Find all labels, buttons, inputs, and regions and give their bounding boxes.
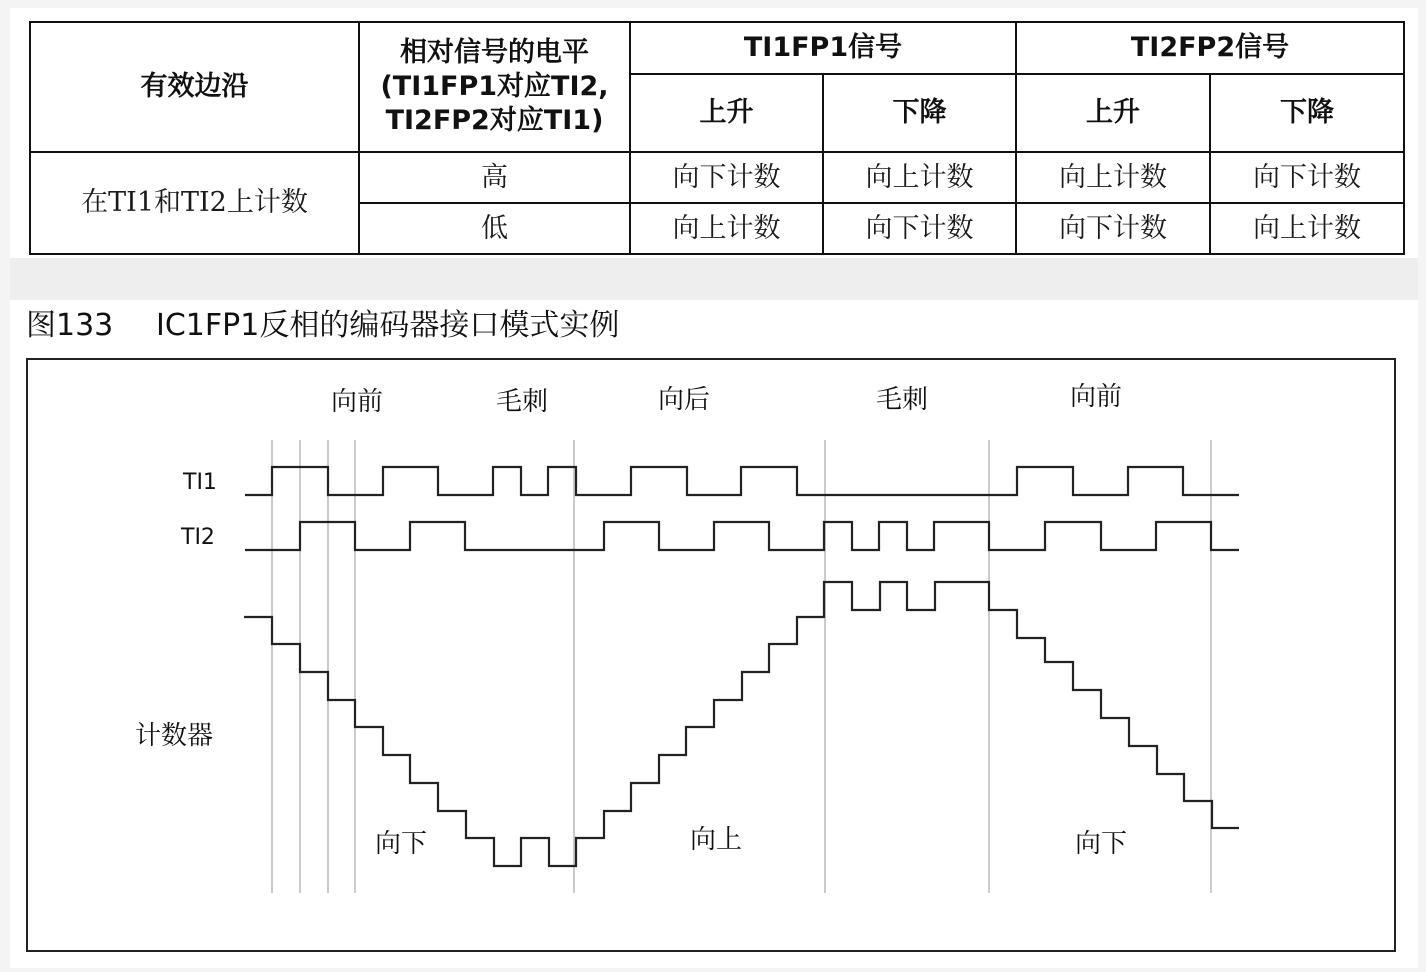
table-cell: 向上计数	[630, 203, 823, 254]
header-ti1fp1-signal: TI1FP1信号	[630, 22, 1016, 74]
header-ti2fp2-rise: 上升	[1016, 74, 1210, 152]
level-cell-low: 低	[359, 203, 630, 254]
ti2-label: TI2	[181, 525, 215, 550]
table-cell: 向下计数	[823, 203, 1016, 254]
phase-label-glitch-2: 毛刺	[875, 385, 929, 415]
header-ti2fp2-fall: 下降	[1210, 74, 1404, 152]
mode-label-cell: 在TI1和TI2上计数	[30, 152, 359, 254]
counter-label: 计数器	[135, 721, 214, 751]
header-ti2fp2-signal: TI2FP2信号	[1016, 22, 1404, 74]
figure-number: 图133	[26, 308, 114, 343]
direction-label-up: 向上	[690, 825, 743, 855]
direction-label-down-1: 向下	[375, 829, 428, 859]
header-ti1fp1-fall: 下降	[823, 74, 1016, 152]
header-level-line-3: TI2FP2对应TI1)	[385, 104, 604, 136]
header-active-edge: 有效边沿	[30, 22, 359, 152]
table-cell: 向下计数	[1210, 152, 1404, 203]
header-ti1fp1-rise: 上升	[630, 74, 823, 152]
phase-labels	[331, 382, 1122, 417]
table-cell: 向上计数	[1016, 152, 1210, 203]
ti1-waveform	[245, 467, 1239, 495]
phase-label-glitch-1: 毛刺	[495, 387, 549, 417]
table-cell: 向上计数	[823, 152, 1016, 203]
figure-title: IC1FP1反相的编码器接口模式实例	[156, 308, 620, 343]
table-cell: 向上计数	[1210, 203, 1404, 254]
phase-label-backward: 向后	[657, 385, 711, 415]
table-cell: 向下计数	[630, 152, 823, 203]
direction-label-down-2: 向下	[1075, 829, 1128, 859]
direction-labels	[375, 825, 1127, 859]
ti1-label: TI1	[183, 470, 217, 495]
phase-label-forward-2: 向前	[1069, 382, 1123, 412]
ti2-waveform	[245, 522, 1239, 550]
signal-labels	[135, 470, 217, 751]
header-level-line-1: 相对信号的电平	[400, 37, 589, 69]
header-level-line-2: (TI1FP1对应TI2,	[380, 71, 609, 103]
phase-label-forward-1: 向前	[330, 387, 384, 417]
level-cell-high: 高	[359, 152, 630, 203]
table-cell: 向下计数	[1016, 203, 1210, 254]
counter-waveform	[244, 582, 1239, 866]
